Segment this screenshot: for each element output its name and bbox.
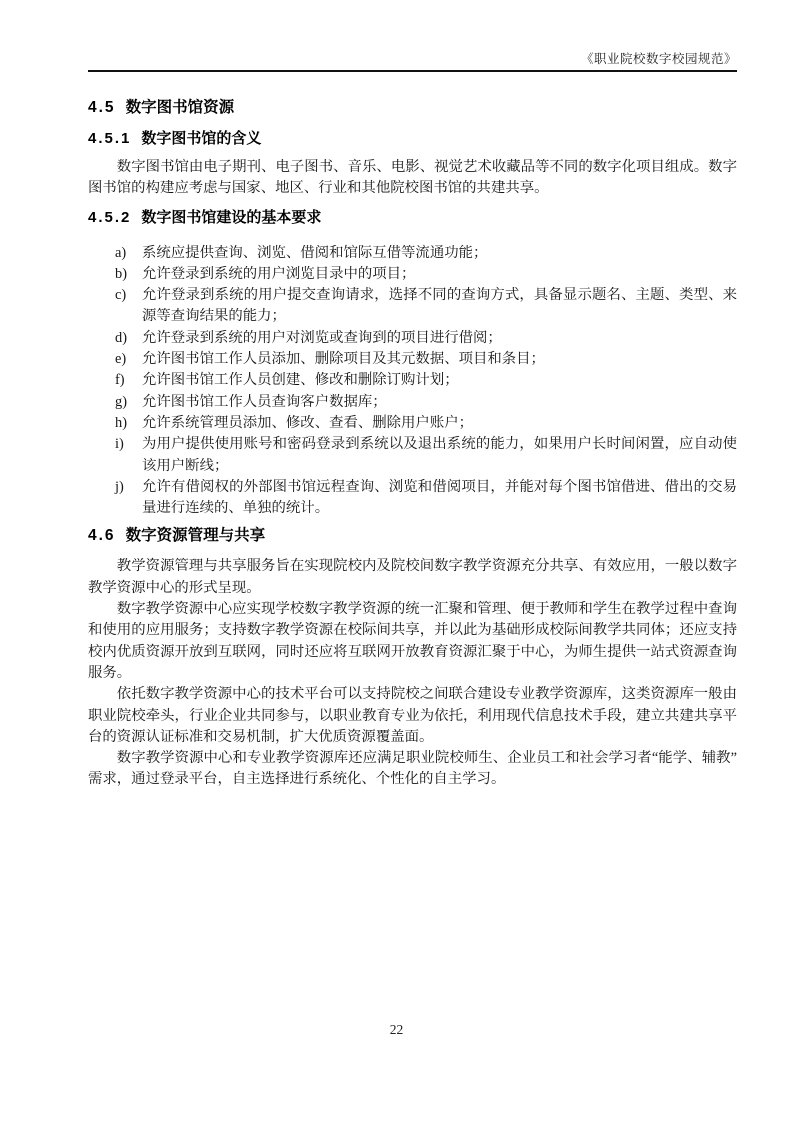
list-item (115, 264, 737, 285)
list-item (115, 413, 737, 434)
section-heading-4-6 (88, 527, 737, 544)
list-item-text: 为用户提供使用账号和密码登录到系统以及退出系统的能力，如果用户长时间闲置，应自动使该用户断线； (142, 436, 737, 474)
paragraph: 依托数字教学资源中心的技术平台可以支持院校之间联合建设专业教学资源库，这类资源库一般由职业院校牵头，行业企业共同参与，以职业教育专业为依托，利用现代信息技术手段，建立共建共享平台的资源认证标准和交易机制，扩大优质资源覆盖面。 (88, 686, 737, 745)
list-item (115, 285, 737, 328)
section-heading-4-5 (88, 99, 737, 116)
list-item-text: 允许图书馆工作人员添加、删除项目及其元数据、项目和条目； (142, 351, 545, 368)
list-item-marker: g) (115, 393, 127, 410)
list-item-text: 系统应提供查询、浏览、借阅和馆际互借等流通功能； (142, 244, 488, 261)
page-number: 22 (389, 1022, 404, 1037)
list-item-marker: h) (115, 414, 127, 431)
list-item-text: 允许登录到系统的用户浏览目录中的项目； (142, 265, 416, 282)
doc-title: 《职业院校数字校园规范》 (580, 52, 737, 66)
list-item-marker: j) (115, 478, 124, 495)
list-item (115, 328, 737, 349)
list-item-text: 允许登录到系统的用户对浏览或查询到的项目进行借阅； (142, 329, 502, 346)
heading-title: 数字图书馆资源 (125, 99, 235, 116)
heading-number: 4.5.1 (88, 130, 132, 147)
heading-title: 数字资源管理与共享 (125, 527, 266, 545)
paragraph: 数字教学资源中心和专业教学资源库还应满足职业院校师生、企业员工和社会学习者“能学、辅教”需求，通过登录平台，自主选择进行系统化、个性化的自主学习。 (88, 750, 737, 788)
section-heading-4-5-1 (88, 130, 737, 147)
list-item-marker: d) (115, 329, 127, 346)
heading-title: 数字图书馆建设的基本要求 (141, 208, 322, 226)
list-item-text: 允许登录到系统的用户提交查询请求，选择不同的查询方式，具备显示题名、主题、类型、来源等查询结果的能力； (142, 287, 737, 325)
list-item-text: 允许系统管理员添加、修改、查看、删除用户账户； (142, 414, 473, 431)
list-item-text: 允许图书馆工作人员查询客户数据库； (142, 393, 387, 410)
paragraph: 数字教学资源中心应实现学校数字教学资源的统一汇聚和管理、便于教师和学生在教学过程中查询和使用的应用服务；支持数字教学资源在校际间共享，并以此为基础形成校际间教学共同体；还应支持校内优质资源开放到互联网，同时还应将互联网开放教育资源汇聚于中心，为师生提供一站式资源查询服务。 (88, 601, 737, 681)
section-heading-4-5-2 (88, 209, 737, 226)
list-item-text: 允许有借阅权的外部图书馆远程查询、浏览和借阅项目，并能对每个图书馆借进、借出的交易量进行连续的、单独的统计。 (142, 478, 737, 517)
heading-number: 4.5.2 (88, 208, 132, 226)
list-item-text: 允许图书馆工作人员创建、修改和删除订购计划； (142, 372, 459, 389)
page-header (88, 52, 737, 72)
paragraph: 教学资源管理与共享服务旨在实现院校内及院校间数字教学资源充分共享、有效应用，一般以数字教学资源中心的形式呈现。 (88, 558, 737, 596)
list-item (115, 243, 737, 264)
section-4-6-body (88, 556, 737, 790)
list-item-marker: b) (115, 265, 127, 282)
list-item-marker: f) (115, 372, 125, 389)
list-item (115, 434, 737, 477)
header-rule (88, 70, 737, 72)
list-item-marker: e) (115, 351, 127, 368)
paragraph-4-5-1: 数字图书馆由电子期刊、电子图书、音乐、电影、视觉艺术收藏品等不同的数字化项目组成。数字图书馆的构建应考虑与国家、地区、行业和其他院校图书馆的共建共享。 (88, 159, 737, 197)
heading-title: 数字图书馆的含义 (141, 130, 262, 147)
page-content (88, 0, 737, 791)
list-item-marker: a) (115, 244, 127, 261)
requirements-list (88, 243, 737, 520)
list-item (115, 392, 737, 413)
list-item (115, 477, 737, 520)
list-item (115, 349, 737, 370)
heading-number: 4.6 (88, 527, 116, 545)
list-item-marker: i) (115, 436, 124, 453)
list-item (115, 370, 737, 391)
list-item-marker: c) (115, 287, 127, 304)
heading-number: 4.5 (88, 99, 116, 116)
